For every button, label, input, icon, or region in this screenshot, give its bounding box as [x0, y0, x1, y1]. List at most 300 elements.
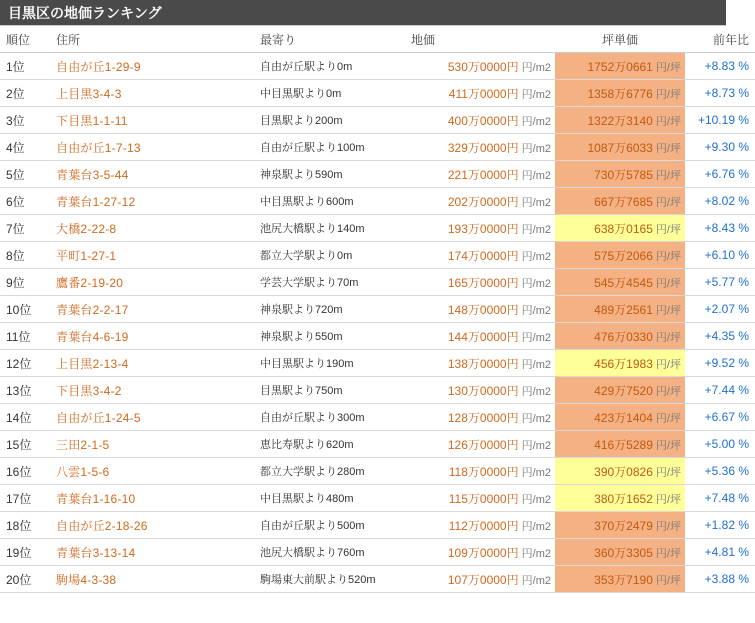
cell-price — [405, 107, 555, 134]
unit-price-value: 476万0330 — [594, 329, 653, 344]
unit-price-value: 545万4545 — [594, 275, 653, 290]
rank-text: 13位 — [6, 383, 32, 398]
cell-rank — [0, 188, 48, 215]
yoy-value: +1.82 % — [704, 518, 749, 532]
address-text: 青葉台3-13-14 — [56, 545, 136, 560]
station-text: 神泉駅より550m — [260, 331, 343, 343]
station-text: 中目黒駅より600m — [260, 196, 354, 208]
price-unit-label: 円/m2 — [518, 223, 551, 236]
cell-address — [48, 107, 256, 134]
cell-yoy — [685, 161, 755, 188]
cell-station — [256, 458, 405, 485]
cell-station — [256, 296, 405, 323]
table-row — [0, 107, 755, 134]
station-text: 目黒駅より750m — [260, 385, 343, 397]
cell-rank — [0, 296, 48, 323]
cell-rank — [0, 134, 48, 161]
cell-address — [48, 458, 256, 485]
station-text: 学芸大学駅より70m — [260, 277, 359, 289]
price-value: 115万0000円 — [448, 491, 519, 506]
cell-address — [48, 539, 256, 566]
cell-unit-price — [555, 269, 685, 296]
unit-price-value: 370万2479 — [594, 518, 653, 533]
rank-text: 18位 — [6, 518, 32, 533]
cell-station — [256, 53, 405, 80]
table-row — [0, 458, 755, 485]
cell-address — [48, 512, 256, 539]
cell-rank — [0, 377, 48, 404]
unit-price-value: 390万0826 — [594, 464, 653, 479]
cell-unit-price — [555, 296, 685, 323]
table-row — [0, 485, 755, 512]
cell-station — [256, 512, 405, 539]
price-value: 118万0000円 — [448, 464, 519, 479]
price-value: 107万0000円 — [447, 572, 519, 587]
price-unit-label: 円/m2 — [518, 493, 551, 506]
cell-price — [405, 566, 555, 593]
price-value: 329万0000円 — [447, 140, 519, 155]
unit-price-value: 423万1404 — [594, 410, 653, 425]
cell-yoy — [685, 215, 755, 242]
cell-address — [48, 404, 256, 431]
yoy-value: +9.30 % — [704, 140, 749, 154]
address-text: 平町1-27-1 — [56, 248, 117, 263]
cell-rank — [0, 242, 48, 269]
unit-price-label: 円/坪 — [652, 547, 681, 560]
cell-unit-price — [555, 512, 685, 539]
cell-price — [405, 188, 555, 215]
cell-station — [256, 134, 405, 161]
unit-price-label: 円/坪 — [652, 196, 681, 209]
address-text: 上目黒2-13-4 — [56, 356, 129, 371]
station-text: 中目黒駅より0m — [260, 88, 342, 100]
yoy-value: +6.67 % — [704, 410, 749, 424]
address-text: 下目黒3-4-2 — [56, 383, 122, 398]
unit-price-value: 489万2561 — [594, 302, 653, 317]
station-text: 自由が丘駅より300m — [260, 412, 365, 424]
yoy-value: +7.44 % — [704, 383, 749, 397]
unit-price-label: 円/坪 — [652, 412, 681, 425]
cell-unit-price — [555, 80, 685, 107]
price-unit-label: 円/m2 — [518, 385, 551, 398]
address-text: 青葉台1-16-10 — [56, 491, 136, 506]
address-text: 自由が丘1-24-5 — [56, 410, 141, 425]
rank-text: 10位 — [6, 302, 32, 317]
station-text: 目黒駅より200m — [260, 115, 343, 127]
table-row — [0, 404, 755, 431]
cell-unit-price — [555, 539, 685, 566]
cell-unit-price — [555, 458, 685, 485]
unit-price-label: 円/坪 — [652, 331, 681, 344]
cell-rank — [0, 350, 48, 377]
column-header-yoy: 前年比 — [685, 26, 755, 53]
cell-unit-price — [555, 404, 685, 431]
column-header-unit-price: 坪単価 — [555, 26, 685, 53]
price-unit-label: 円/m2 — [518, 88, 551, 101]
station-text: 都立大学駅より0m — [260, 250, 353, 262]
cell-unit-price — [555, 242, 685, 269]
price-unit-label: 円/m2 — [518, 115, 551, 128]
cell-rank — [0, 512, 48, 539]
cell-rank — [0, 404, 48, 431]
yoy-value: +5.00 % — [704, 437, 749, 451]
price-value: 193万0000円 — [447, 221, 519, 236]
cell-address — [48, 215, 256, 242]
rank-text: 1位 — [6, 59, 25, 74]
table-row — [0, 80, 755, 107]
rank-text: 9位 — [6, 275, 25, 290]
yoy-value: +4.81 % — [704, 545, 749, 559]
column-header-address: 住所 — [48, 26, 256, 53]
unit-price-label: 円/坪 — [652, 466, 681, 479]
address-text: 青葉台3-5-44 — [56, 167, 129, 182]
unit-price-value: 416万5289 — [594, 437, 653, 452]
cell-yoy — [685, 53, 755, 80]
cell-price — [405, 80, 555, 107]
price-unit-label: 円/m2 — [518, 547, 551, 560]
cell-rank — [0, 323, 48, 350]
cell-yoy — [685, 458, 755, 485]
cell-station — [256, 323, 405, 350]
unit-price-value: 429万7520 — [594, 383, 653, 398]
cell-yoy — [685, 107, 755, 134]
table-row — [0, 188, 755, 215]
station-text: 池尻大橋駅より140m — [260, 223, 365, 235]
rank-text: 20位 — [6, 572, 32, 587]
cell-rank — [0, 431, 48, 458]
table-row — [0, 350, 755, 377]
price-value: 400万0000円 — [447, 113, 519, 128]
table-row — [0, 512, 755, 539]
rank-text: 7位 — [6, 221, 25, 236]
cell-yoy — [685, 566, 755, 593]
price-unit-label: 円/m2 — [518, 196, 551, 209]
price-unit-label: 円/m2 — [518, 412, 551, 425]
cell-price — [405, 242, 555, 269]
cell-yoy — [685, 269, 755, 296]
rank-text: 12位 — [6, 356, 32, 371]
yoy-value: +7.48 % — [704, 491, 749, 505]
price-unit-label: 円/m2 — [518, 250, 551, 263]
cell-yoy — [685, 404, 755, 431]
price-unit-label: 円/m2 — [518, 439, 551, 452]
table-body — [0, 53, 755, 593]
rank-text: 5位 — [6, 167, 25, 182]
cell-station — [256, 404, 405, 431]
cell-yoy — [685, 80, 755, 107]
cell-unit-price — [555, 377, 685, 404]
unit-price-label: 円/坪 — [652, 277, 681, 290]
unit-price-value: 353万7190 — [594, 572, 653, 587]
yoy-value: +6.10 % — [704, 248, 749, 262]
cell-rank — [0, 161, 48, 188]
table-row — [0, 296, 755, 323]
unit-price-label: 円/坪 — [652, 169, 681, 182]
unit-price-value: 730万5785 — [594, 167, 653, 182]
price-unit-label: 円/m2 — [518, 466, 551, 479]
cell-address — [48, 80, 256, 107]
yoy-value: +2.07 % — [704, 302, 749, 316]
unit-price-label: 円/坪 — [652, 142, 681, 155]
unit-price-label: 円/坪 — [652, 223, 681, 236]
yoy-value: +8.83 % — [704, 59, 749, 73]
table-header — [0, 26, 755, 53]
unit-price-value: 360万3305 — [594, 545, 653, 560]
table-row — [0, 323, 755, 350]
cell-station — [256, 350, 405, 377]
price-unit-label: 円/m2 — [518, 331, 551, 344]
cell-address — [48, 188, 256, 215]
cell-price — [405, 377, 555, 404]
unit-price-value: 380万1652 — [594, 491, 653, 506]
price-value: 530万0000円 — [447, 59, 519, 74]
cell-address — [48, 566, 256, 593]
cell-price — [405, 161, 555, 188]
table-row — [0, 53, 755, 80]
unit-price-value: 575万2066 — [594, 248, 653, 263]
cell-rank — [0, 215, 48, 242]
cell-price — [405, 404, 555, 431]
price-value: 148万0000円 — [447, 302, 519, 317]
cell-station — [256, 242, 405, 269]
cell-price — [405, 431, 555, 458]
rank-text: 3位 — [6, 113, 25, 128]
rank-text: 6位 — [6, 194, 25, 209]
price-value: 411万0000円 — [448, 86, 519, 101]
cell-price — [405, 215, 555, 242]
cell-unit-price — [555, 431, 685, 458]
cell-station — [256, 188, 405, 215]
unit-price-label: 円/坪 — [652, 520, 681, 533]
cell-yoy — [685, 377, 755, 404]
cell-address — [48, 134, 256, 161]
station-text: 駒場東大前駅より520m — [260, 574, 376, 586]
address-text: 大橋2-22-8 — [56, 221, 117, 236]
cell-unit-price — [555, 485, 685, 512]
address-text: 三田2-1-5 — [56, 437, 110, 452]
unit-price-value: 1752万0661 — [587, 59, 653, 74]
rank-text: 16位 — [6, 464, 32, 479]
address-text: 八雲1-5-6 — [56, 464, 110, 479]
cell-station — [256, 566, 405, 593]
station-text: 神泉駅より590m — [260, 169, 343, 181]
column-header-station: 最寄り — [256, 26, 405, 53]
table-header-row — [0, 26, 755, 53]
cell-yoy — [685, 242, 755, 269]
price-unit-label: 円/m2 — [518, 520, 551, 533]
unit-price-label: 円/坪 — [652, 250, 681, 263]
cell-rank — [0, 80, 48, 107]
station-text: 恵比寿駅より620m — [260, 439, 354, 451]
station-text: 自由が丘駅より0m — [260, 61, 353, 73]
cell-address — [48, 485, 256, 512]
station-text: 都立大学駅より280m — [260, 466, 365, 478]
cell-address — [48, 431, 256, 458]
cell-address — [48, 350, 256, 377]
cell-yoy — [685, 539, 755, 566]
station-text: 中目黒駅より190m — [260, 358, 354, 370]
price-value: 109万0000円 — [447, 545, 519, 560]
yoy-value: +5.36 % — [704, 464, 749, 478]
unit-price-value: 1358万6776 — [587, 86, 653, 101]
address-text: 上目黒3-4-3 — [56, 86, 122, 101]
cell-station — [256, 539, 405, 566]
table-row — [0, 377, 755, 404]
unit-price-label: 円/坪 — [652, 88, 681, 101]
unit-price-label: 円/坪 — [652, 304, 681, 317]
cell-price — [405, 323, 555, 350]
cell-unit-price — [555, 161, 685, 188]
address-text: 下目黒1-1-11 — [56, 113, 128, 128]
unit-price-label: 円/坪 — [652, 385, 681, 398]
address-text: 自由が丘1-7-13 — [56, 140, 141, 155]
price-value: 144万0000円 — [447, 329, 519, 344]
cell-price — [405, 134, 555, 161]
address-text: 駒場4-3-38 — [56, 572, 117, 587]
cell-price — [405, 485, 555, 512]
yoy-value: +8.43 % — [704, 221, 749, 235]
unit-price-label: 円/坪 — [652, 439, 681, 452]
land-price-ranking-table — [0, 26, 755, 593]
price-value: 128万0000円 — [447, 410, 519, 425]
yoy-value: +3.88 % — [704, 572, 749, 586]
cell-station — [256, 107, 405, 134]
cell-yoy — [685, 296, 755, 323]
cell-address — [48, 377, 256, 404]
table-row — [0, 566, 755, 593]
cell-address — [48, 53, 256, 80]
cell-unit-price — [555, 53, 685, 80]
table-row — [0, 242, 755, 269]
price-value: 130万0000円 — [447, 383, 519, 398]
cell-station — [256, 431, 405, 458]
cell-unit-price — [555, 350, 685, 377]
yoy-value: +8.02 % — [704, 194, 749, 208]
rank-text: 19位 — [6, 545, 32, 560]
unit-price-value: 1322万3140 — [587, 113, 653, 128]
cell-address — [48, 323, 256, 350]
cell-yoy — [685, 134, 755, 161]
station-text: 自由が丘駅より100m — [260, 142, 365, 154]
cell-rank — [0, 566, 48, 593]
yoy-value: +6.76 % — [704, 167, 749, 181]
rank-text: 8位 — [6, 248, 25, 263]
yoy-value: +4.35 % — [704, 329, 749, 343]
table-row — [0, 539, 755, 566]
price-unit-label: 円/m2 — [518, 358, 551, 371]
table-row — [0, 161, 755, 188]
table-row — [0, 431, 755, 458]
cell-yoy — [685, 512, 755, 539]
cell-yoy — [685, 350, 755, 377]
cell-yoy — [685, 431, 755, 458]
page-title — [0, 0, 726, 26]
column-header-price: 地価 — [405, 26, 555, 53]
station-text: 池尻大橋駅より760m — [260, 547, 365, 559]
cell-price — [405, 350, 555, 377]
unit-price-value: 456万1983 — [594, 356, 653, 371]
price-value: 174万0000円 — [447, 248, 519, 263]
cell-yoy — [685, 188, 755, 215]
price-unit-label: 円/m2 — [518, 61, 551, 74]
rank-text: 17位 — [6, 491, 32, 506]
address-text: 自由が丘1-29-9 — [56, 59, 141, 74]
cell-rank — [0, 53, 48, 80]
price-unit-label: 円/m2 — [518, 304, 551, 317]
price-unit-label: 円/m2 — [518, 574, 551, 587]
rank-text: 14位 — [6, 410, 32, 425]
price-value: 112万0000円 — [448, 518, 519, 533]
price-value: 202万0000円 — [447, 194, 519, 209]
cell-rank — [0, 458, 48, 485]
table-row — [0, 215, 755, 242]
address-text: 青葉台2-2-17 — [56, 302, 129, 317]
cell-address — [48, 296, 256, 323]
station-text: 自由が丘駅より500m — [260, 520, 365, 532]
yoy-value: +10.19 % — [697, 113, 749, 127]
cell-address — [48, 161, 256, 188]
unit-price-value: 1087万6033 — [587, 140, 653, 155]
cell-rank — [0, 539, 48, 566]
unit-price-label: 円/坪 — [652, 493, 681, 506]
yoy-value: +5.77 % — [704, 275, 749, 289]
cell-station — [256, 161, 405, 188]
price-value: 221万0000円 — [447, 167, 519, 182]
unit-price-label: 円/坪 — [652, 358, 681, 371]
cell-rank — [0, 107, 48, 134]
yoy-value: +9.52 % — [704, 356, 749, 370]
address-text: 自由が丘2-18-26 — [56, 518, 148, 533]
cell-price — [405, 512, 555, 539]
unit-price-label: 円/坪 — [652, 574, 681, 587]
cell-station — [256, 269, 405, 296]
price-unit-label: 円/m2 — [518, 169, 551, 182]
cell-rank — [0, 269, 48, 296]
cell-station — [256, 377, 405, 404]
rank-text: 2位 — [6, 86, 25, 101]
unit-price-value: 667万7685 — [594, 194, 653, 209]
cell-price — [405, 296, 555, 323]
cell-station — [256, 485, 405, 512]
station-text: 中目黒駅より480m — [260, 493, 354, 505]
rank-text: 4位 — [6, 140, 25, 155]
cell-rank — [0, 485, 48, 512]
cell-unit-price — [555, 323, 685, 350]
cell-station — [256, 215, 405, 242]
address-text: 青葉台1-27-12 — [56, 194, 136, 209]
rank-text: 15位 — [6, 437, 32, 452]
cell-unit-price — [555, 134, 685, 161]
cell-address — [48, 242, 256, 269]
table-row — [0, 269, 755, 296]
cell-unit-price — [555, 215, 685, 242]
price-value: 165万0000円 — [447, 275, 519, 290]
cell-price — [405, 539, 555, 566]
cell-unit-price — [555, 188, 685, 215]
yoy-value: +8.73 % — [704, 86, 749, 100]
price-value: 138万0000円 — [447, 356, 519, 371]
address-text: 鷹番2-19-20 — [56, 275, 124, 290]
address-text: 青葉台4-6-19 — [56, 329, 129, 344]
price-unit-label: 円/m2 — [518, 277, 551, 290]
price-value: 126万0000円 — [447, 437, 519, 452]
price-unit-label: 円/m2 — [518, 142, 551, 155]
cell-price — [405, 53, 555, 80]
cell-yoy — [685, 485, 755, 512]
cell-price — [405, 269, 555, 296]
unit-price-label: 円/坪 — [652, 115, 681, 128]
cell-yoy — [685, 323, 755, 350]
